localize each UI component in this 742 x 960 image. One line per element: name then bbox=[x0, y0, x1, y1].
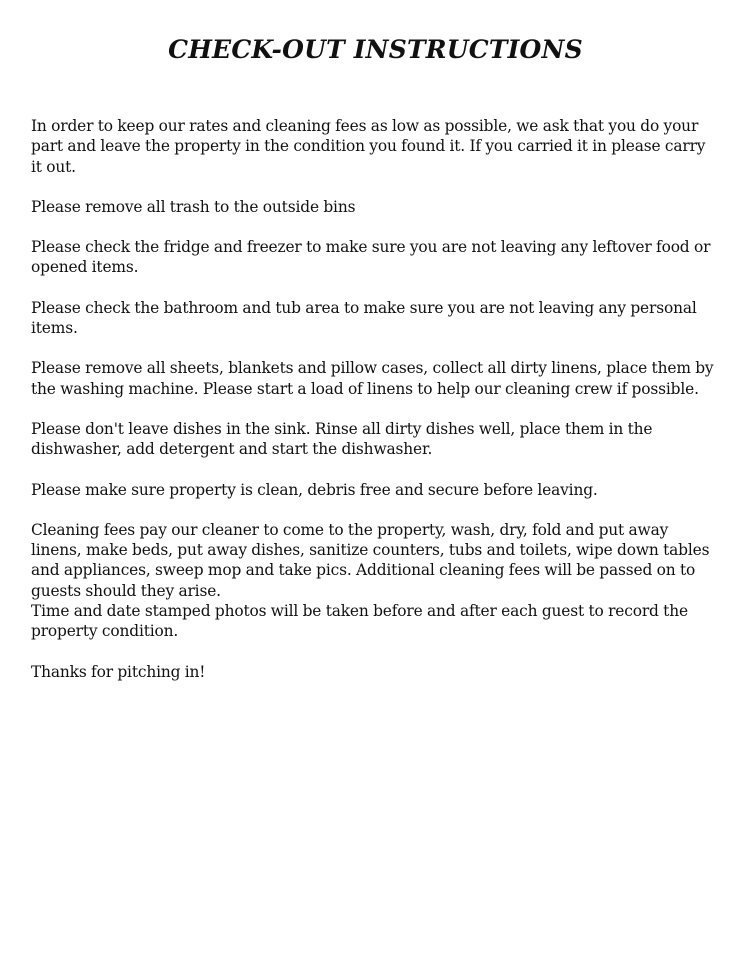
cleaning-fees-paragraph: Cleaning fees pay our cleaner to come to the property, wash, dry, fold and put away linens, make beds, put away dishes, sanitize counters, tubs and toilets, wipe down tables and appliances, sweep mop and take pics. Additional cleaning fees will be passed on to guests should they arise. bbox=[31, 520, 710, 600]
fridge-instruction: Please check the fridge and freezer to make sure you are not leaving any leftover food or opened items. bbox=[31, 238, 711, 277]
page-title: CHECK-OUT INSTRUCTIONS bbox=[168, 35, 583, 64]
secure-property-instruction: Please make sure property is clean, debris free and secure before leaving. bbox=[31, 480, 598, 499]
intro-paragraph: In order to keep our rates and cleaning fees as low as possible, we ask that you do your part and leave the property in the condition you found it. If you carried it in please carry it out. bbox=[31, 117, 706, 176]
dishes-instruction: Please don't leave dishes in the sink. Rinse all dirty dishes well, place them in the dishwasher, add detergent and start the dishwasher. bbox=[31, 419, 653, 459]
closing-thanks: Thanks for pitching in! bbox=[31, 662, 206, 681]
instructions-body bbox=[31, 116, 720, 682]
bathroom-instruction: Please check the bathroom and tub area to make sure you are not leaving any personal items. bbox=[31, 298, 697, 338]
linens-instruction: Please remove all sheets, blankets and pillow cases, collect all dirty linens, place them by the washing machine. Please start a load of linens to help our cleaning crew if possible. bbox=[31, 359, 714, 398]
photos-paragraph: Time and date stamped photos will be taken before and after each guest to record the property condition. bbox=[31, 602, 688, 641]
trash-instruction: Please remove all trash to the outside bins bbox=[31, 197, 356, 216]
